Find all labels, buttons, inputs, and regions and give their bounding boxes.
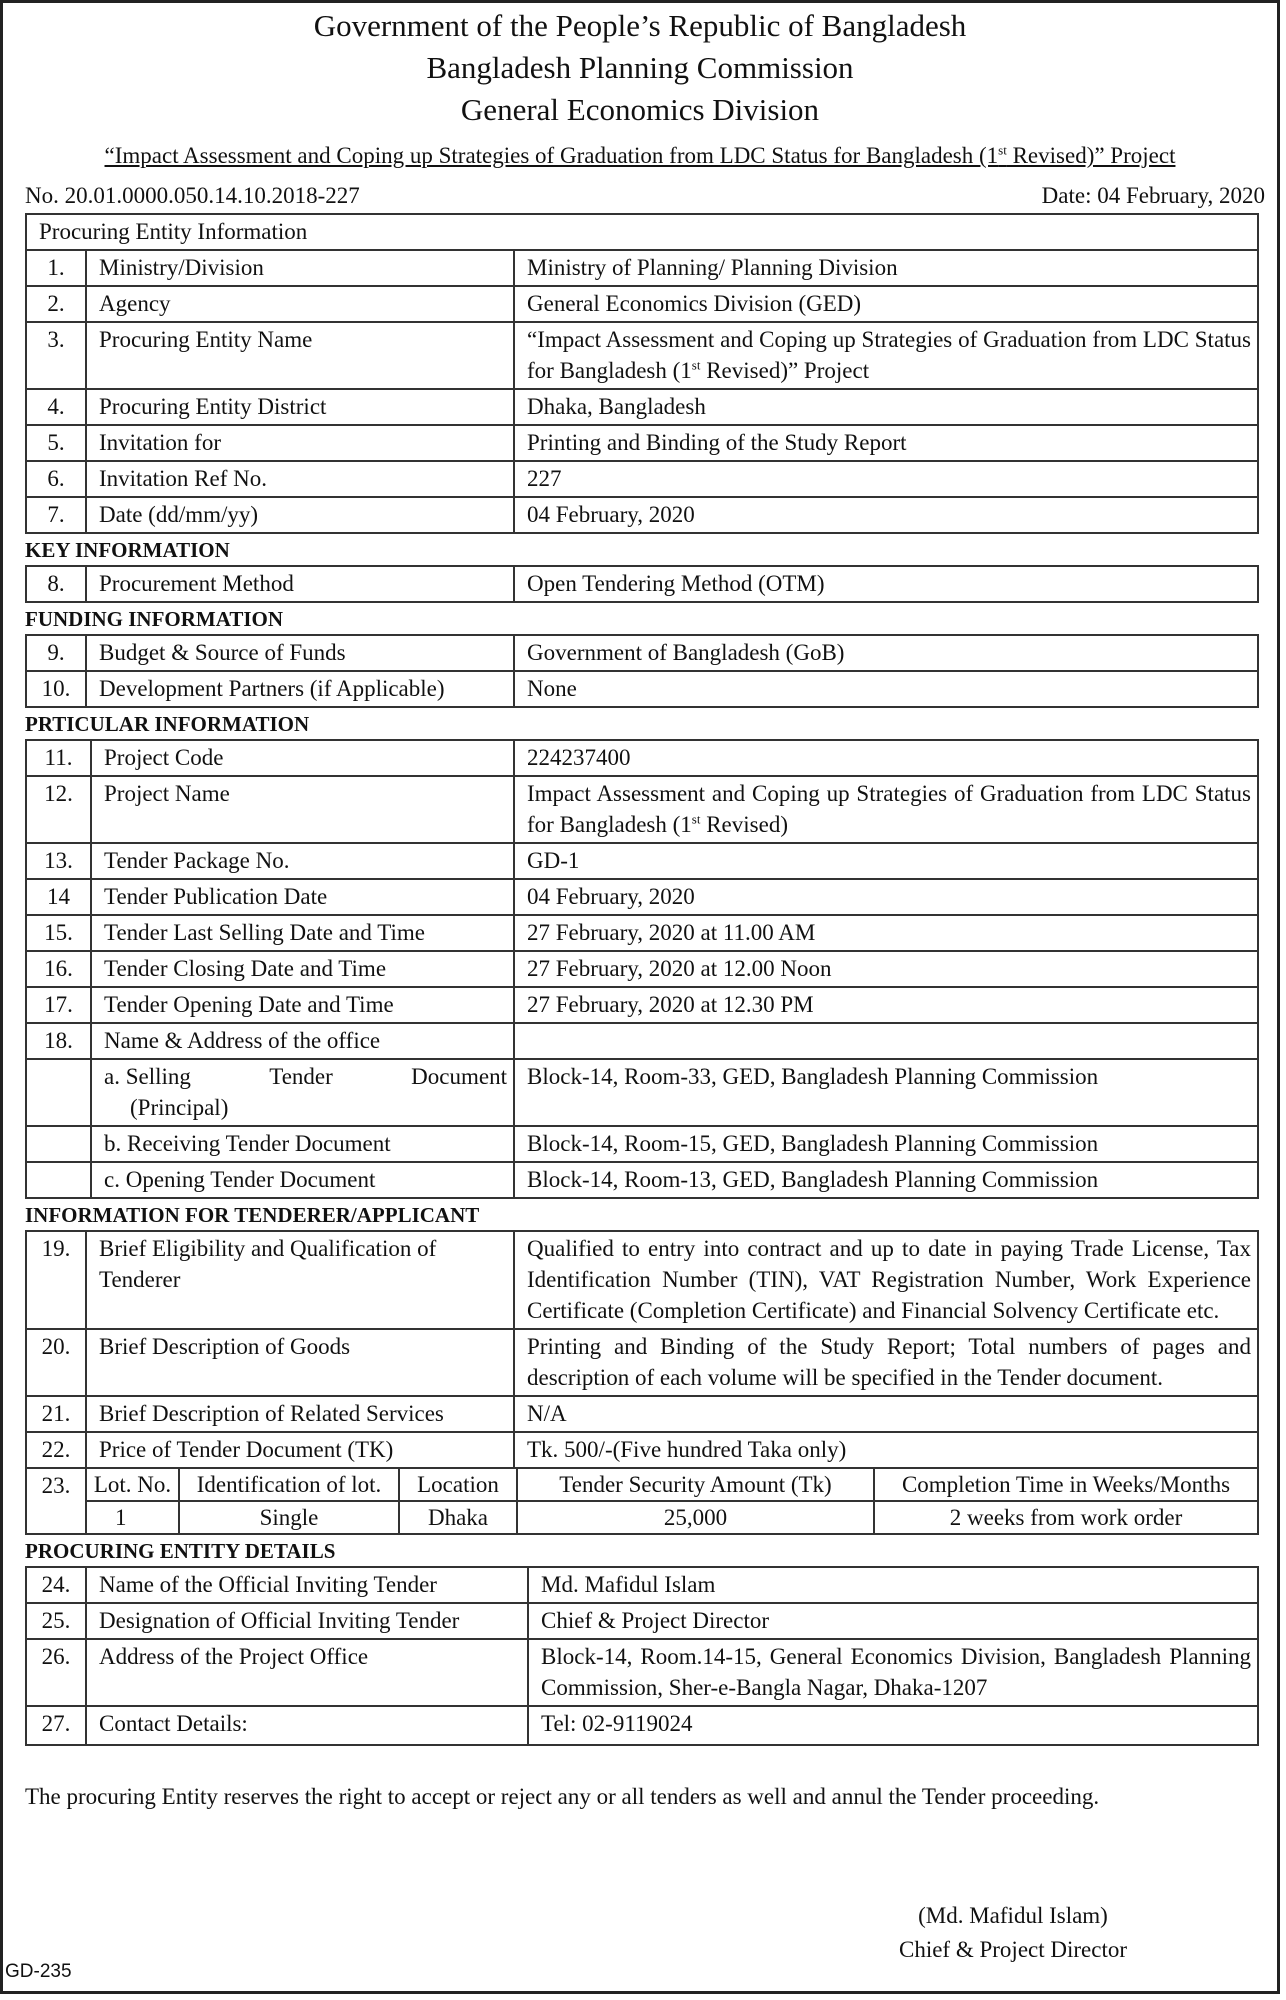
table-row: 17. Tender Opening Date and Time 27 February, 2020 at 12.30 PM — [26, 987, 1258, 1023]
table-row: 10. Development Partners (if Applicable) None — [26, 671, 1258, 707]
table-row: 13. Tender Package No. GD-1 — [26, 843, 1258, 879]
lot-table — [87, 1469, 1257, 1533]
table-row: 1. Ministry/Division Ministry of Planning/ Planning Division — [26, 250, 1258, 286]
commission-title: Bangladesh Planning Commission — [426, 50, 854, 85]
government-title: Government of the People’s Republic of Bangladesh — [313, 8, 967, 43]
footer-code: GD-235 — [5, 1961, 72, 1982]
table-row: 24. Name of the Official Inviting Tender Md. Mafidul Islam — [26, 1567, 1258, 1603]
table-row: 7. Date (dd/mm/yy) 04 February, 2020 — [26, 497, 1258, 533]
signatory-name: (Md. Mafidul Islam) — [918, 1903, 1108, 1928]
table-row: 21. Brief Description of Related Services N/A — [26, 1396, 1258, 1432]
reference-date: Date: 04 February, 2020 — [1041, 183, 1265, 208]
notice-header — [3, 3, 1277, 171]
table-row: 5. Invitation for Printing and Binding of the Study Report — [26, 425, 1258, 461]
table-row: 23. Lot. No. Identification of lot. Location Tender Security Amount (Tk) Completion Time in Weeks/Months 1 Single Dhaka 25,000 2 weeks from work order — [26, 1468, 1258, 1534]
table-row: b. Receiving Tender Document Block-14, Room-15, GED, Bangladesh Planning Commission — [26, 1126, 1258, 1162]
table-row: 6. Invitation Ref No. 227 — [26, 461, 1258, 497]
particular-information-table — [25, 739, 1259, 1199]
funding-information-table — [25, 634, 1259, 708]
table-row: 26. Address of the Project Office Block-14, Room.14-15, General Economics Division, Bangladesh Planning Commission, Sher-e-Bangla Nagar, Dhaka-1207 — [26, 1639, 1258, 1706]
table-row: 9. Budget & Source of Funds Government of Bangladesh (GoB) — [26, 635, 1258, 671]
table-row: 25. Designation of Official Inviting Tender Chief & Project Director — [26, 1603, 1258, 1639]
procuring-entity-table — [25, 213, 1259, 534]
tenderer-information-table — [25, 1230, 1259, 1535]
reference-row — [3, 183, 1277, 213]
lot-header-row: Lot. No. Identification of lot. Location Tender Security Amount (Tk) Completion Time in Weeks/Months — [87, 1469, 1257, 1501]
funding-information-heading: FUNDING INFORMATION — [25, 607, 284, 631]
signatory-title: Chief & Project Director — [898, 1937, 1127, 1962]
table-row: 11. Project Code 224237400 — [26, 740, 1258, 776]
table-row: 3. Procuring Entity Name “Impact Assessment and Coping up Strategies of Graduation from LDC Status for Bangladesh (1st Revised)” Project — [26, 322, 1258, 389]
table-row: 16. Tender Closing Date and Time 27 February, 2020 at 12.00 Noon — [26, 951, 1258, 987]
table-row: 18. Name & Address of the office — [26, 1023, 1258, 1059]
section-heading: Procuring Entity Information — [26, 214, 1258, 250]
particular-information-heading: PRTICULAR INFORMATION — [25, 712, 310, 736]
lot-value-row: 1 Single Dhaka 25,000 2 weeks from work order — [87, 1501, 1257, 1533]
signature-block — [899, 1899, 1127, 1967]
table-row: 8. Procurement Method Open Tendering Method (OTM) — [26, 566, 1258, 602]
table-row: 27. Contact Details: Tel: 02-9119024 — [26, 1706, 1258, 1745]
table-row: a. Selling Tender Document (Principal) Block-14, Room-33, GED, Bangladesh Planning Commission — [26, 1059, 1258, 1126]
project-title: “Impact Assessment and Coping up Strategies of Graduation from LDC Status for Bangladesh (1st Revised)” Project — [104, 142, 1176, 168]
table-row: 15. Tender Last Selling Date and Time 27 February, 2020 at 11.00 AM — [26, 915, 1258, 951]
key-information-table — [25, 565, 1259, 603]
table-row — [26, 214, 1258, 250]
procuring-entity-details-heading: PROCURING ENTITY DETAILS — [25, 1539, 336, 1563]
table-row: 20. Brief Description of Goods Printing and Binding of the Study Report; Total numbers of pages and description of each volume will be specified in the Tender document. — [26, 1329, 1258, 1396]
division-title: General Economics Division — [460, 92, 820, 127]
reference-number: No. 20.01.0000.050.14.10.2018-227 — [25, 183, 360, 208]
table-row: 19. Brief Eligibility and Qualification of Tenderer Qualified to entry into contract and up to date in paying Trade License, Tax Identification Number (TIN), VAT Registration Number, Work Experience Certificate (Completion Certificate) and Financial Solvency Certificate etc. — [26, 1231, 1258, 1329]
table-row: 12. Project Name Impact Assessment and Coping up Strategies of Graduation from LDC Status for Bangladesh (1st Revised) — [26, 776, 1258, 843]
office-label-selling: a. Selling Tender Document (Principal) — [91, 1059, 514, 1126]
key-information-heading: KEY INFORMATION — [25, 538, 230, 562]
closing-statement: The procuring Entity reserves the right to accept or reject any or all tenders as well and annul the Tender proceeding. — [25, 1784, 1100, 1809]
table-row: 22. Price of Tender Document (TK) Tk. 500/-(Five hundred Taka only) — [26, 1432, 1258, 1468]
procuring-entity-details-table — [25, 1566, 1259, 1746]
tenderer-information-heading: INFORMATION FOR TENDERER/APPLICANT — [25, 1203, 480, 1227]
table-row: 2. Agency General Economics Division (GED) — [26, 286, 1258, 322]
table-row: 14 Tender Publication Date 04 February, 2020 — [26, 879, 1258, 915]
table-row: c. Opening Tender Document Block-14, Room-13, GED, Bangladesh Planning Commission — [26, 1162, 1258, 1198]
table-row: 4. Procuring Entity District Dhaka, Bangladesh — [26, 389, 1258, 425]
